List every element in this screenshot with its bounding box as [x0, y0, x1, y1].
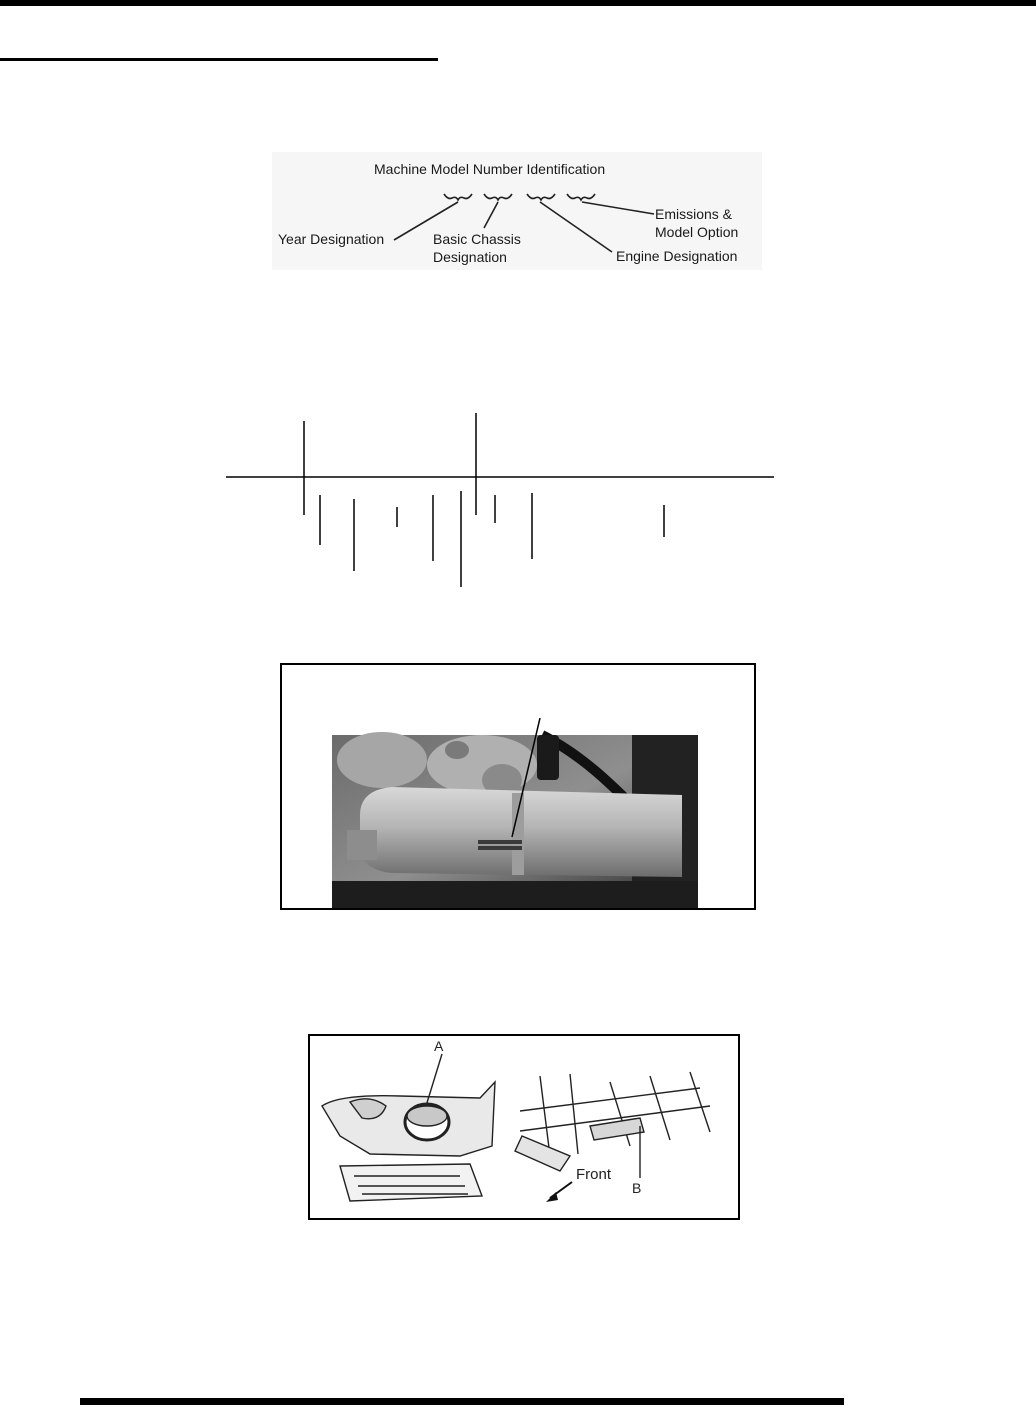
- year-designation-label: Year Designation: [278, 231, 385, 247]
- footer-rule: [80, 1398, 844, 1405]
- engine-designation-label: Engine Designation: [616, 248, 738, 264]
- vin-breakdown-lines: [220, 405, 780, 595]
- frame-vin-location-figure: [308, 1034, 740, 1220]
- engine-serial-photo: [282, 665, 754, 908]
- figure-label-a: A: [434, 1038, 444, 1054]
- top-border: [0, 0, 1036, 6]
- figure-label-front: Front: [576, 1166, 612, 1183]
- engine-serial-photo-frame: [280, 663, 756, 910]
- header-underline: [0, 58, 438, 61]
- figure-label-b: B: [632, 1180, 642, 1196]
- frame-vin-drawing: [310, 1036, 738, 1218]
- model-number-diagram: [272, 152, 762, 270]
- emissions-model-option-label: Emissions & Model Option: [655, 206, 739, 240]
- diagram-title: Machine Model Number Identification: [374, 161, 606, 177]
- chassis-designation-label: Basic Chassis Designation: [433, 231, 521, 265]
